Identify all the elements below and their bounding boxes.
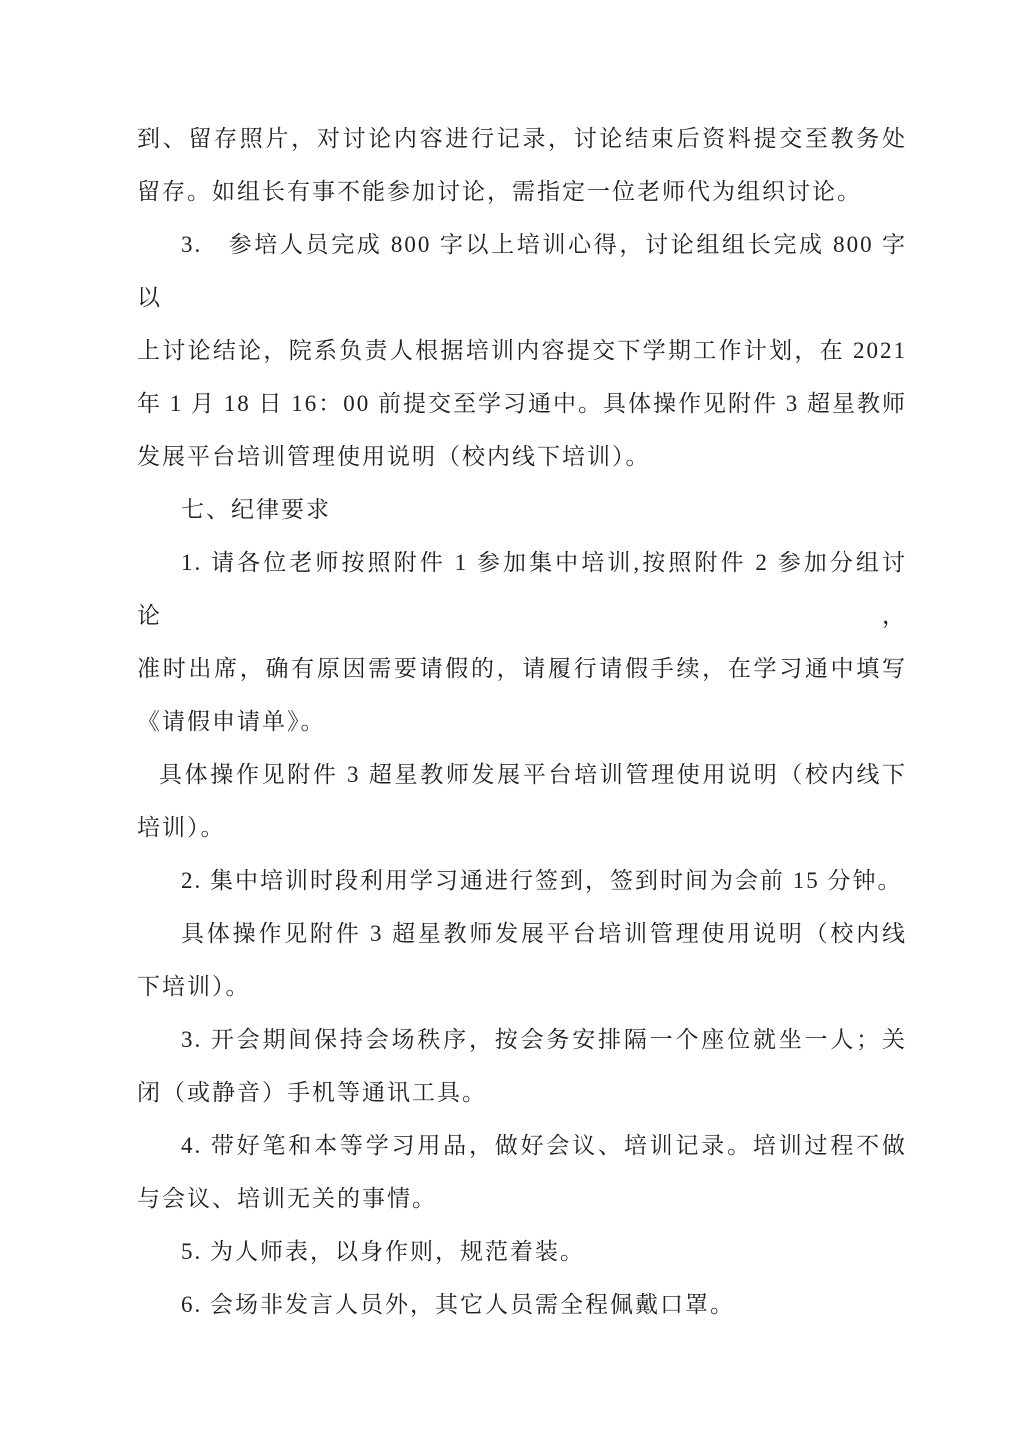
- text-line: 具体操作见附件 3 超星教师发展平台培训管理使用说明（校内线下: [159, 762, 907, 787]
- text-line: 发展平台培训管理使用说明（校内线下培训）。: [137, 444, 651, 469]
- text-line: 留存。如组长有事不能参加讨论，需指定一位老师代为组织讨论。: [137, 179, 862, 204]
- text-line: 上讨论结论，院系负责人根据培训内容提交下学期工作计划，在 2021: [137, 338, 907, 363]
- text-line: 年 1 月 18 日 16：00 前提交至学习通中。具体操作见附件 3 超星教师: [137, 391, 907, 416]
- document-body: [137, 112, 907, 1331]
- text-line: 下培训）。: [137, 974, 251, 999]
- text-line: 培训）。: [137, 815, 226, 840]
- section-heading-line: 七、纪律要求: [181, 497, 331, 522]
- text-line: 到、留存照片，对讨论内容进行记录，讨论结束后资料提交至教务处: [137, 126, 907, 151]
- list-item-4-line: 4. 带好笔和本等学习用品，做好会议、培训记录。培训过程不做: [181, 1133, 907, 1158]
- text-line: 与会议、培训无关的事情。: [137, 1186, 437, 1211]
- text-line: 闭（或静音）手机等通讯工具。: [137, 1080, 487, 1105]
- list-item-5-line: 5. 为人师表，以身作则，规范着装。: [181, 1239, 585, 1264]
- list-item-6-line: 6. 会场非发言人员外，其它人员需全程佩戴口罩。: [181, 1292, 735, 1317]
- list-item-2-line: 2. 集中培训时段利用学习通进行签到，签到时间为会前 15 分钟。: [181, 868, 903, 893]
- list-item-1-line: 1. 请各位老师按照附件 1 参加集中培训,按照附件 2 参加分组讨论，: [137, 550, 907, 628]
- list-item-3-line: 3. 参培人员完成 800 字以上培训心得，讨论组组长完成 800 字以: [137, 232, 907, 310]
- text-line: 具体操作见附件 3 超星教师发展平台培训管理使用说明（校内线: [181, 921, 907, 946]
- text-line: 准时出席，确有原因需要请假的，请履行请假手续，在学习通中填写: [137, 656, 907, 681]
- text-line: 《请假申请单》。: [137, 709, 326, 734]
- list-item-3b-line: 3. 开会期间保持会场秩序，按会务安排隔一个座位就坐一人；关: [181, 1027, 907, 1052]
